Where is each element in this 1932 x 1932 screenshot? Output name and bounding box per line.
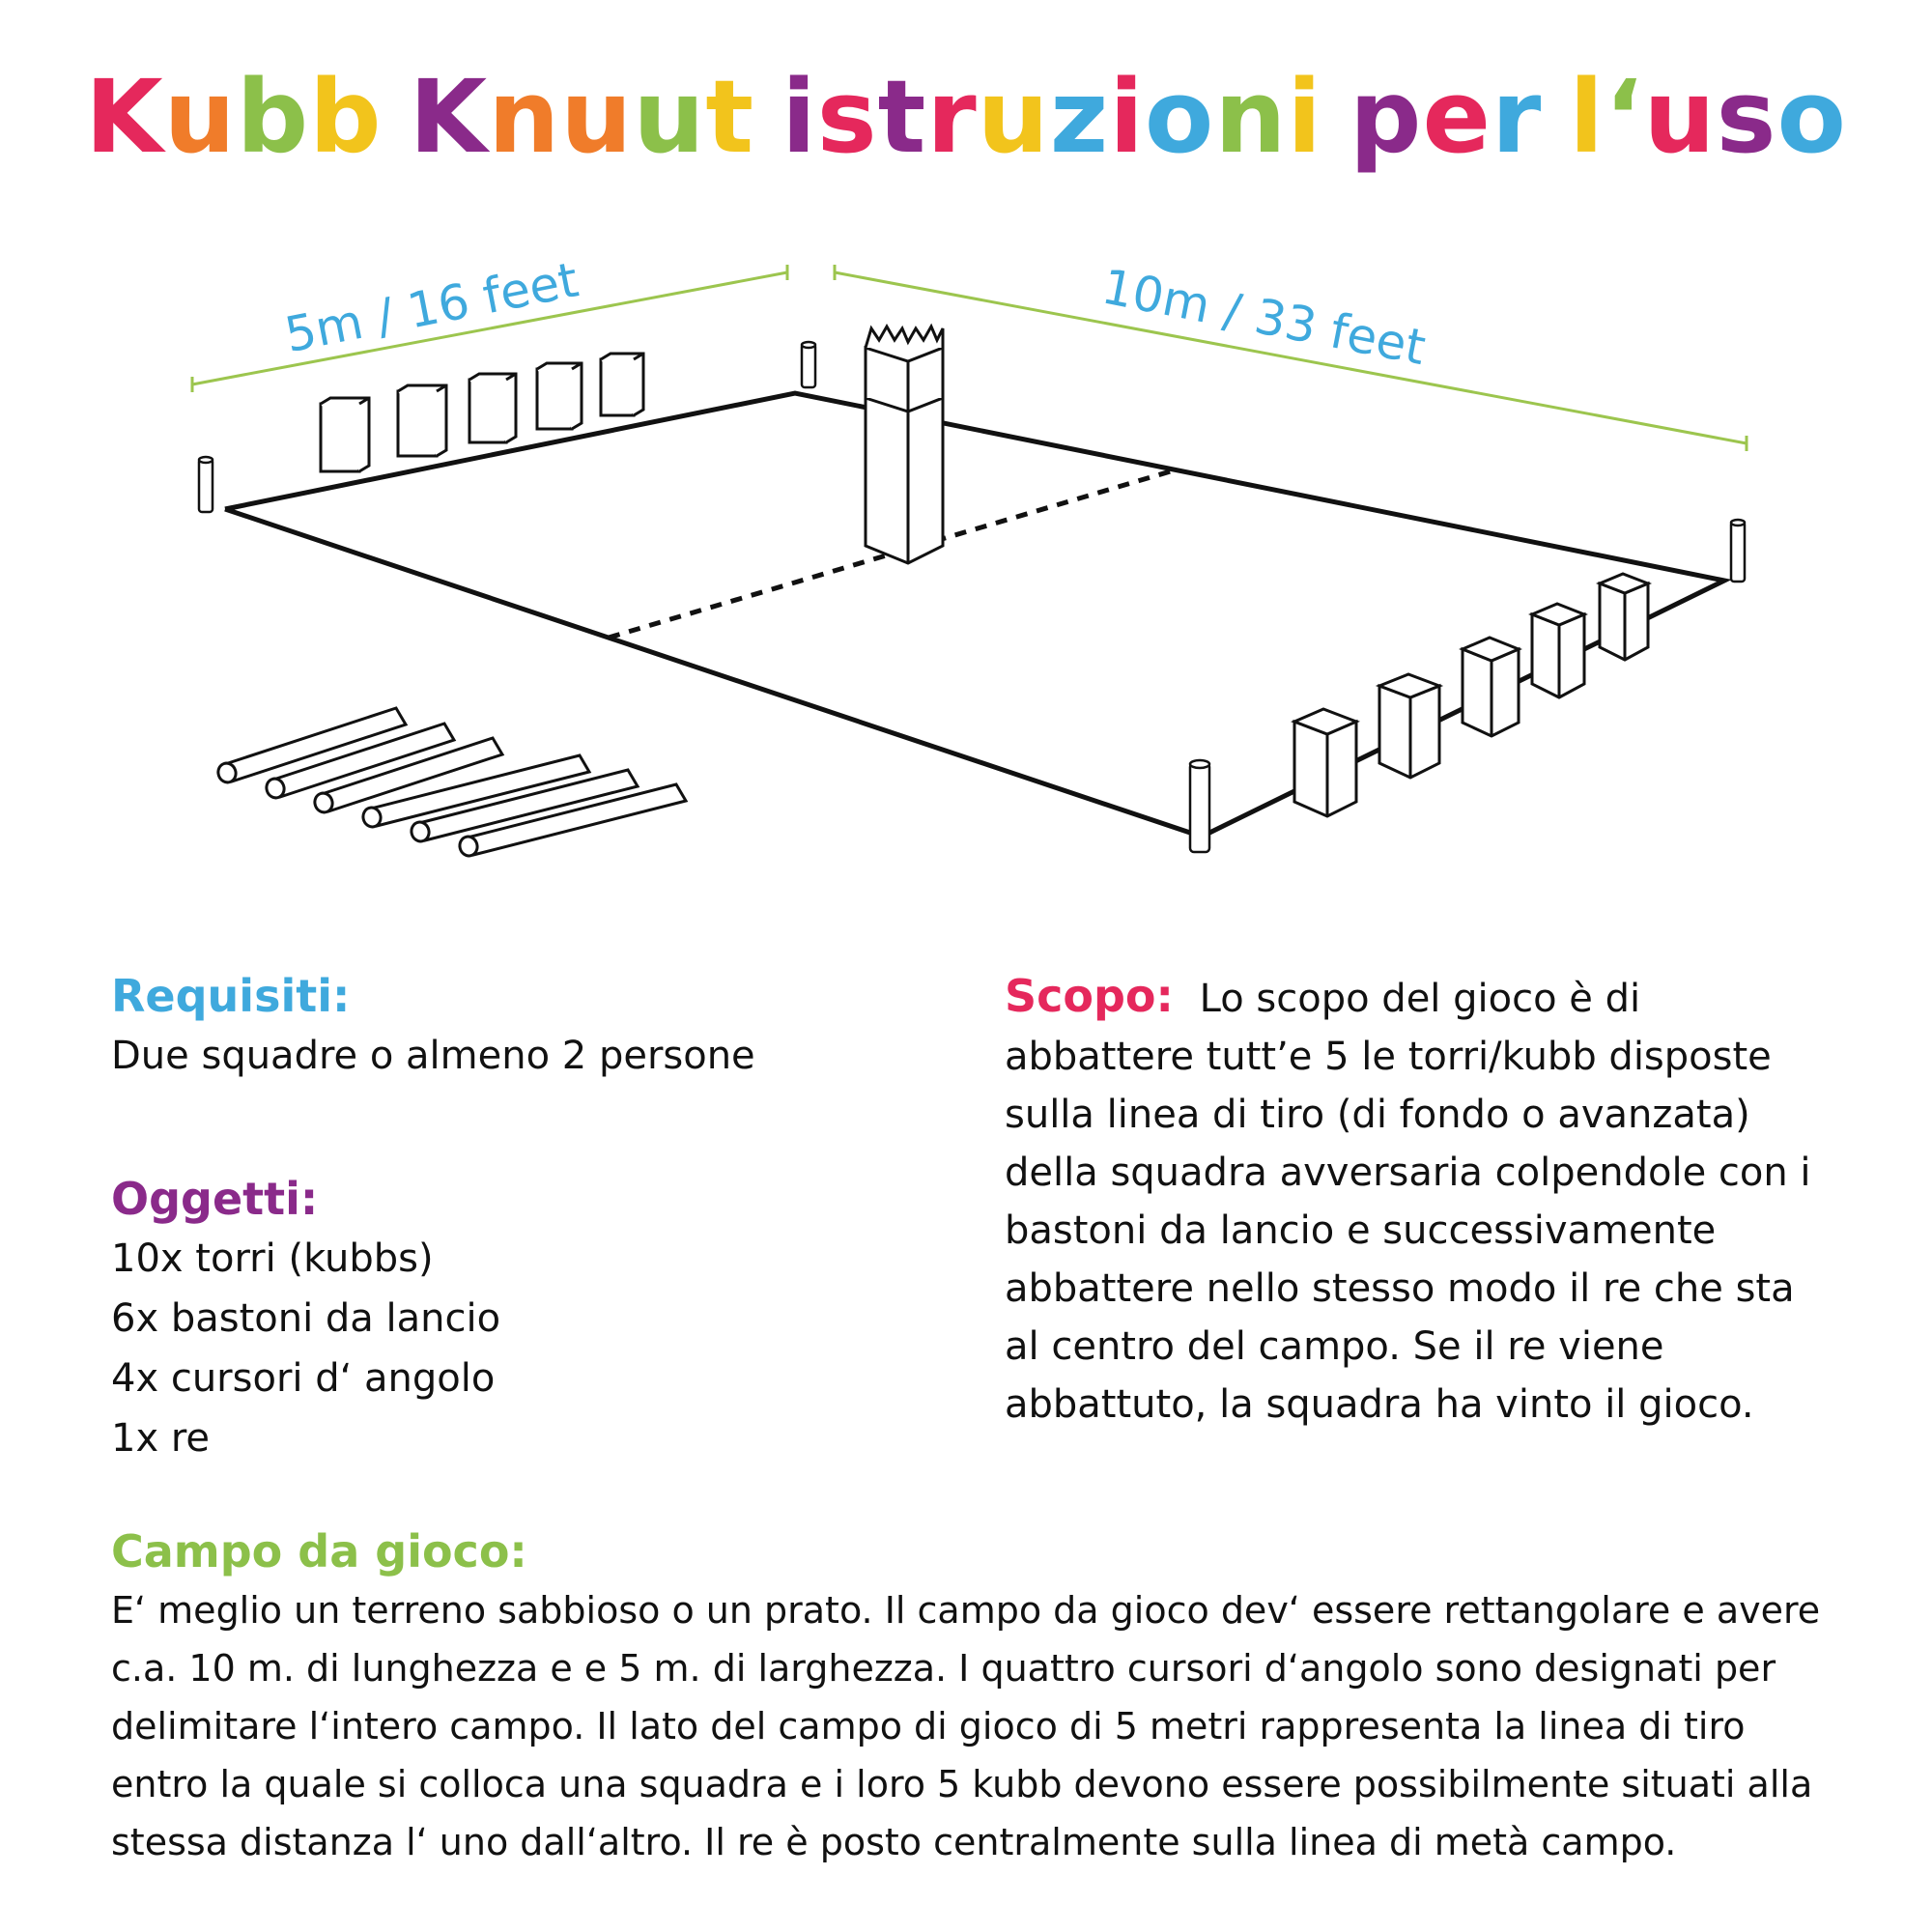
title-letter: o bbox=[1776, 58, 1847, 176]
corner-marker-right bbox=[1731, 520, 1745, 582]
oggetti-section bbox=[111, 1169, 942, 1468]
title-letter: u bbox=[560, 58, 634, 176]
requisiti-section bbox=[111, 966, 942, 1086]
title-letter: u bbox=[163, 58, 237, 176]
title-letter: r bbox=[1492, 58, 1543, 176]
title-word bbox=[1569, 58, 1847, 176]
title-letter: n bbox=[1214, 58, 1288, 176]
scopo-heading: Scopo: bbox=[1005, 970, 1174, 1022]
oggetti-heading: Oggetti: bbox=[111, 1173, 319, 1225]
title-word bbox=[781, 58, 1322, 176]
title-word bbox=[85, 58, 383, 176]
throwing-sticks bbox=[215, 708, 686, 858]
title-letter: u bbox=[633, 58, 706, 176]
title-word bbox=[1350, 58, 1542, 176]
title-letter: u bbox=[977, 58, 1050, 176]
title-letter: s bbox=[816, 58, 878, 176]
title-letter: e bbox=[1422, 58, 1492, 176]
field-diagram bbox=[0, 222, 1932, 889]
kubb bbox=[398, 385, 446, 456]
title-letter: p bbox=[1350, 58, 1423, 176]
length-dimension-line bbox=[835, 265, 1747, 451]
title-letter: b bbox=[309, 58, 383, 176]
kubb bbox=[601, 354, 643, 415]
width-label: 5m / 16 feet bbox=[280, 251, 583, 364]
title-letter: i bbox=[1287, 58, 1323, 176]
title-letter: i bbox=[781, 58, 817, 176]
kubb bbox=[469, 374, 516, 442]
length-label: 10m / 33 feet bbox=[1097, 258, 1431, 377]
title-letter: t bbox=[877, 58, 927, 176]
title-letter: n bbox=[488, 58, 561, 176]
title-letter: u bbox=[1643, 58, 1717, 176]
title-letter: l bbox=[1569, 58, 1605, 176]
campo-heading: Campo da gioco: bbox=[111, 1525, 527, 1577]
corner-marker-left bbox=[199, 457, 213, 512]
kubb bbox=[1463, 638, 1519, 736]
oggetti-item: 1x re bbox=[111, 1416, 211, 1461]
oggetti-item: 4x cursori d‘ angolo bbox=[111, 1356, 496, 1401]
title-letter: z bbox=[1049, 58, 1110, 176]
kubb bbox=[1379, 674, 1439, 778]
scopo-text: Lo scopo del gioco è di abbattere tutt’e 5 le torri/kubb disposte sulla linea di tiro (di fondo o avanzata) della squadra avversaria colpendole con i bastoni da lancio e successivamente abbattere nello stesso modo il re che sta al centro del campo. Se il re viene abbattuto, la squadra ha vinto il gioco. bbox=[1005, 977, 1811, 1427]
title-letter: s bbox=[1716, 58, 1777, 176]
campo-section bbox=[111, 1521, 1821, 1871]
title-letter: K bbox=[85, 58, 164, 176]
king-piece bbox=[866, 327, 943, 563]
kubb bbox=[1294, 709, 1356, 816]
title-letter: K bbox=[409, 58, 489, 176]
corner-marker-front bbox=[1190, 760, 1209, 852]
title-letter: b bbox=[236, 58, 310, 176]
oggetti-item: 10x torri (kubbs) bbox=[111, 1236, 434, 1281]
title-letter: i bbox=[1109, 58, 1145, 176]
requisiti-text: Due squadre o almeno 2 persone bbox=[111, 1034, 755, 1078]
title-letter: t bbox=[705, 58, 755, 176]
oggetti-list bbox=[111, 1229, 942, 1468]
kubb-front-row bbox=[1294, 574, 1648, 816]
kubb bbox=[1600, 574, 1648, 660]
title-letter: o bbox=[1144, 58, 1215, 176]
kubb bbox=[1532, 604, 1584, 697]
campo-text: E‘ meglio un terreno sabbioso o un prato. Il campo da gioco dev‘ essere rettangolare e avere c.a. 10 m. di lunghezza e e 5 m. di larghezza. I quattro cursori d‘angolo sono designati per delimitare l‘intero campo. Il lato del campo di gioco di 5 metri rappresenta la linea di tiro entro la quale si colloca una squadra e i loro 5 kubb devono essere possibilmente situati alla stessa distanza l‘ uno dall‘altro. Il re è posto centralmente sulla linea di metà campo. bbox=[111, 1589, 1821, 1863]
title-letter: r bbox=[926, 58, 978, 176]
corner-marker-back bbox=[802, 342, 815, 387]
oggetti-item: 6x bastoni da lancio bbox=[111, 1296, 501, 1341]
kubb bbox=[537, 363, 582, 429]
page-title bbox=[0, 58, 1932, 176]
requisiti-heading: Requisiti: bbox=[111, 970, 351, 1022]
scopo-section bbox=[1005, 966, 1835, 1434]
kubb-back-row bbox=[321, 354, 643, 471]
title-letter: ‘ bbox=[1605, 58, 1644, 176]
kubb bbox=[321, 398, 369, 471]
title-word bbox=[410, 58, 754, 176]
